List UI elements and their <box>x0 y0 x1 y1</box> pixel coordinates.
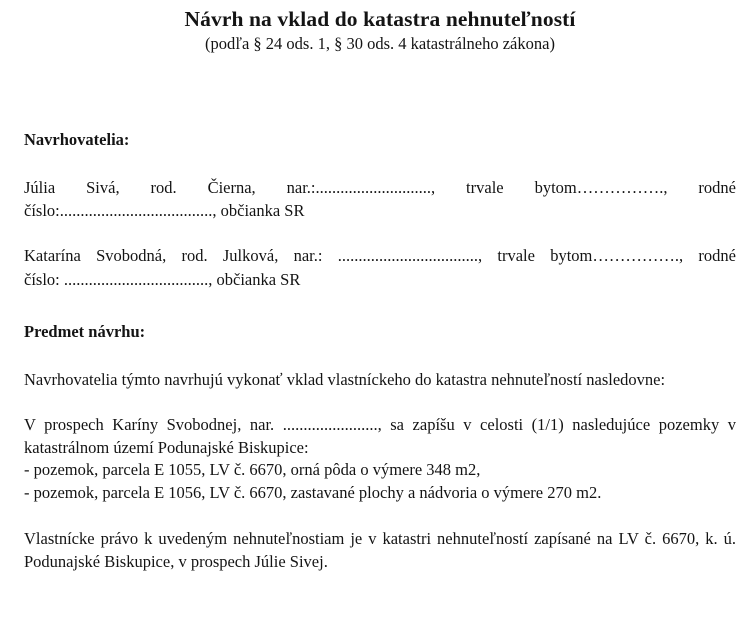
applicant-one-line-two: číslo:....................................., občianka SR <box>24 201 305 221</box>
beneficiary-paragraph: V prospech Karíny Svobodnej, nar. ......................., sa zapíšu v celosti (1/1) nasledujúce pozemky v katastrálnom území Podunajské Biskupice: <box>24 415 736 458</box>
section-heading-applicants: Navrhovatelia: <box>24 129 130 149</box>
applicant-one-line-one: Júlia Sivá, rod. Čierna, nar.:............................, trvale bytom……………., rodné <box>24 178 736 198</box>
document-body <box>24 0 736 573</box>
parcel-list-item: - pozemok, parcela E 1056, LV č. 6670, zastavané plochy a nádvoria o výmere 270 m2. <box>24 483 602 503</box>
spacer-before-ownership-note <box>24 505 736 527</box>
applicant-two-line-two: číslo: ..................................., občianka SR <box>24 269 301 289</box>
applicant-two-line-one: Katarína Svobodná, rod. Julková, nar.: .................................., trvale bytom……………., rodné <box>24 246 736 266</box>
spacer-before-beneficiary <box>24 391 736 413</box>
spacer-after-title <box>24 55 736 129</box>
subject-intro-paragraph: Navrhovatelia týmto navrhujú vykonať vklad vlastníckeho do katastra nehnuteľností nasledovne: <box>24 370 666 390</box>
page-subtitle: (podľa § 24 ods. 1, § 30 ods. 4 katastrálneho zákona) <box>205 34 555 54</box>
section-heading-subject: Predmet návrhu: <box>24 321 146 341</box>
spacer-after-applicants-heading <box>24 150 736 176</box>
spacer-before-subject-heading <box>24 291 736 321</box>
parcel-list-item: - pozemok, parcela E 1055, LV č. 6670, orná pôda o výmere 348 m2, <box>24 460 481 480</box>
ownership-note-paragraph: Vlastnícke právo k uvedeným nehnuteľnostiam je v katastri nehnuteľností zapísané na LV č. 6670, k. ú. Podunajské Biskupice, v prospech Júlie Sivej. <box>24 528 736 571</box>
spacer-after-subject-heading <box>24 342 736 368</box>
page-title: Návrh na vklad do katastra nehnuteľností <box>184 7 576 31</box>
spacer-between-applicants <box>24 222 736 244</box>
parcel-list <box>24 459 736 505</box>
